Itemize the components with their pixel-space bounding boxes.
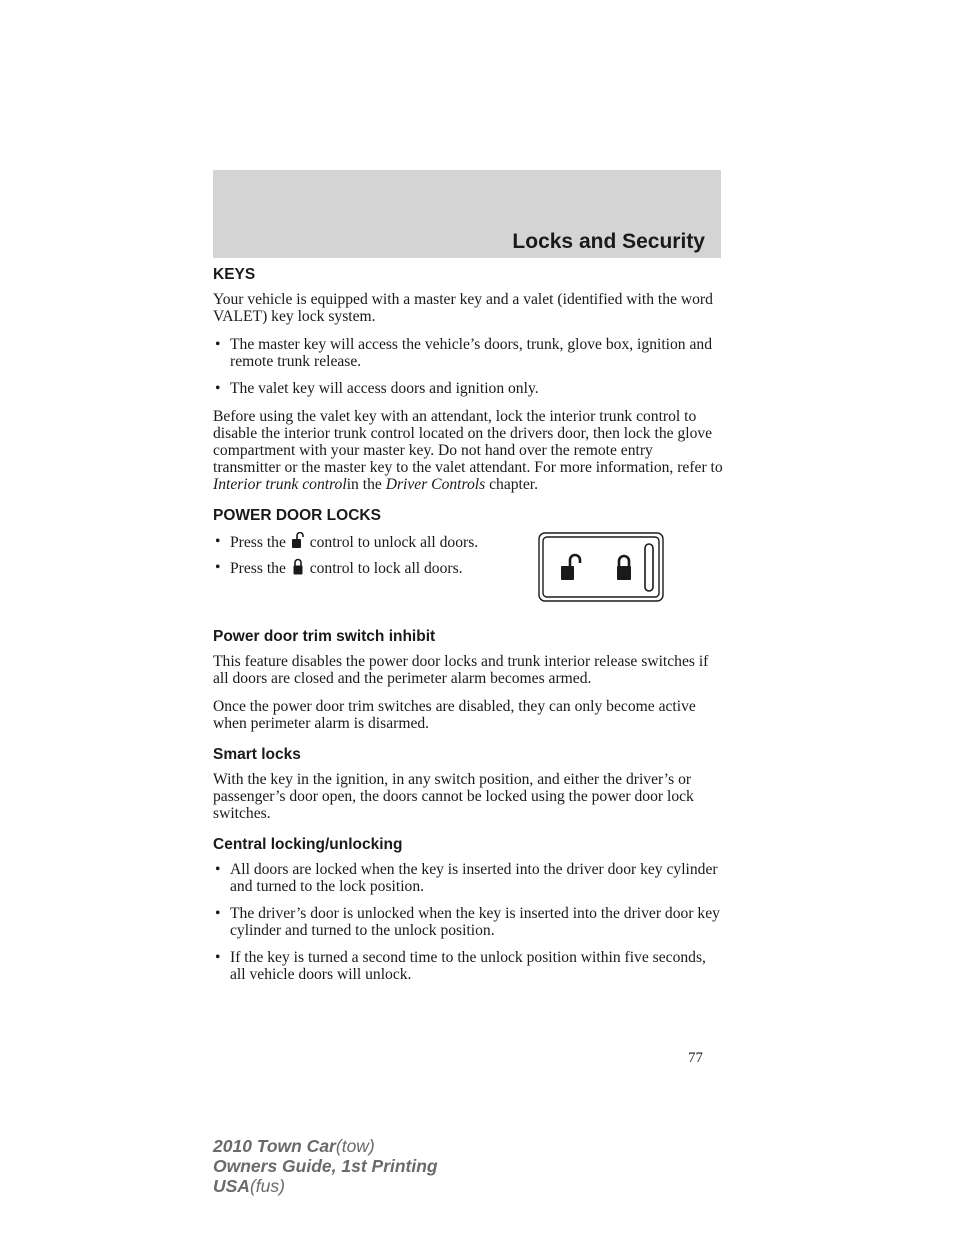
smart-locks-paragraph: With the key in the ignition, in any switch position, and either the driver’s or passenger’s door open, the doors cannot be locked using the power door lock switches.: [213, 771, 694, 822]
footer-line-3: [213, 1176, 438, 1196]
unlock-instruction: [213, 532, 483, 552]
reference-end: chapter.: [489, 476, 539, 493]
footer-model: 2010 Town Car: [213, 1136, 336, 1156]
smart-locks-heading: Smart locks: [213, 746, 301, 763]
page-number: 77: [688, 1050, 703, 1066]
trim-inhibit-heading: Power door trim switch inhibit: [213, 628, 436, 645]
lock-instruction-text: control to lock all doors.: [309, 560, 463, 577]
trim-inhibit-paragraph-1: This feature disables the power door locks and trunk interior release switches if all doors are closed and the perimeter alarm becomes armed.: [213, 653, 709, 687]
page-content: [213, 266, 723, 994]
central-locking-bullet: • All doors are locked when the key is inserted into the driver door key cylinder and turned to the lock position.: [213, 861, 723, 895]
footer-line-2: Owners Guide, 1st Printing: [213, 1156, 438, 1176]
driver-controls-reference: Driver Controls: [385, 476, 486, 493]
keys-heading: KEYS: [213, 266, 256, 283]
chapter-header-band: [213, 170, 721, 258]
valet-text: Before using the valet key with an attendant, lock the interior trunk control to disable the interior trunk control located on the drivers door, then lock the glove compartment with your master key. Do not hand over the remote entry transmitter or the master key to the valet attendant. For more information, refer to: [213, 408, 723, 476]
lock-instruction: [213, 558, 483, 578]
power-door-locks-heading: POWER DOOR LOCKS: [213, 507, 381, 524]
press-the-label: Press the: [230, 560, 286, 577]
power-door-locks-list: [213, 532, 483, 578]
switch-rocker: [645, 544, 653, 591]
keys-bullet: • The master key will access the vehicle’s doors, trunk, glove box, ignition and remote trunk release.: [213, 336, 723, 370]
central-locking-list: [213, 861, 723, 983]
unlock-instruction-text: control to unlock all doors.: [309, 534, 479, 551]
door-lock-switch-illustration: [538, 532, 664, 602]
footer-market-code: (fus): [249, 1176, 285, 1196]
chapter-title: Locks and Security: [512, 230, 705, 253]
reference-joiner: in the: [346, 476, 382, 493]
print-footer: [213, 1136, 438, 1196]
locked-padlock-icon: [291, 558, 305, 575]
press-the-label: Press the: [230, 534, 286, 551]
keys-intro: Your vehicle is equipped with a master key and a valet (identified with the word VALET) key lock system.: [213, 291, 713, 325]
power-door-locks-section: [213, 532, 723, 614]
central-locking-bullet: • If the key is turned a second time to the unlock position within five seconds, all vehicle doors will unlock.: [213, 949, 723, 983]
central-locking-bullet: • The driver’s door is unlocked when the key is inserted into the driver door key cylinder and turned to the unlock position.: [213, 905, 723, 939]
keys-bullet: • The valet key will access doors and ignition only.: [213, 380, 723, 397]
footer-market: USA: [213, 1176, 250, 1196]
central-locking-heading: Central locking/unlocking: [213, 836, 403, 853]
interior-trunk-control-reference: Interior trunk control: [213, 476, 347, 493]
footer-line-1: [213, 1136, 438, 1156]
valet-instructions: [213, 408, 723, 493]
unlocked-padlock-icon: [291, 532, 305, 549]
footer-model-code: (tow): [335, 1136, 375, 1156]
keys-bullet-list: [213, 336, 723, 397]
trim-inhibit-paragraph-2: Once the power door trim switches are disabled, they can only become active when perimeter alarm is disarmed.: [213, 698, 696, 732]
